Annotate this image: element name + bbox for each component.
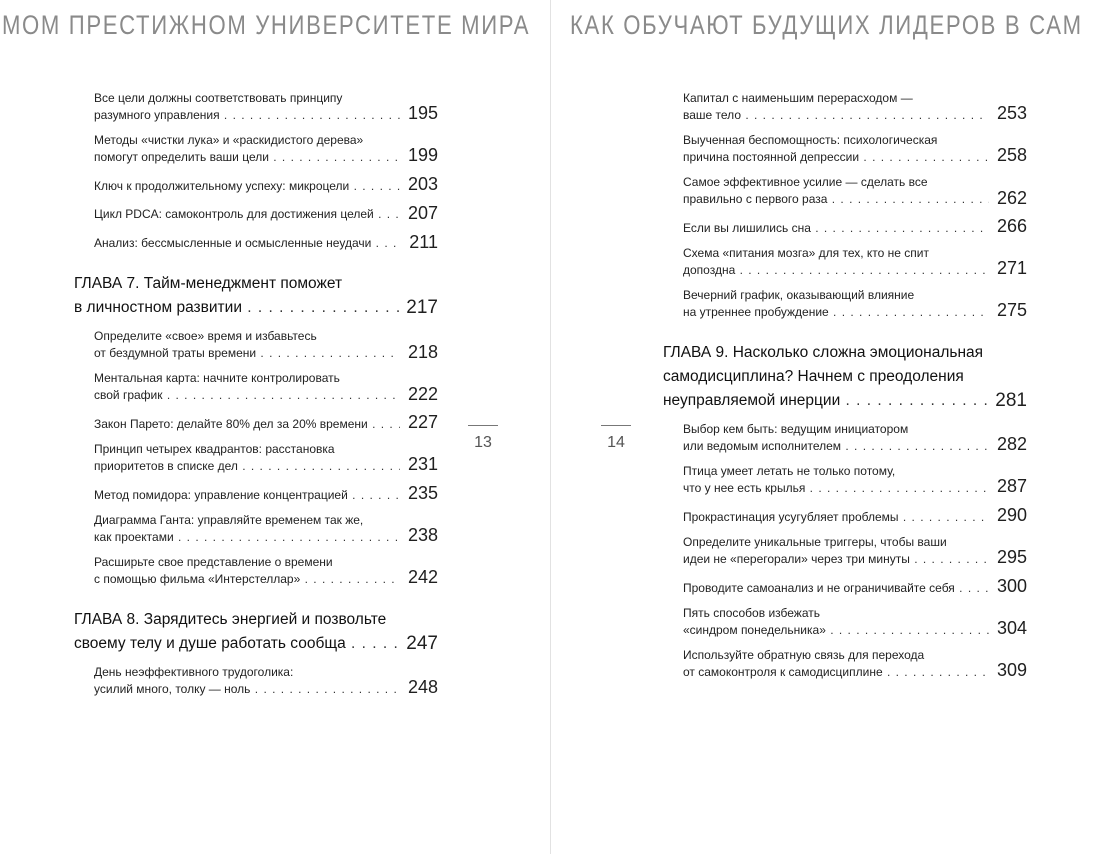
- toc-entry: [74, 174, 438, 195]
- toc-entry-text: Закон Парето: делайте 80% дел за 20% времени . . .: [94, 416, 400, 433]
- toc-entry: [74, 412, 438, 433]
- toc-entry-text: помогут определить ваши цели . . .: [94, 149, 400, 166]
- toc-page-number: 231: [407, 454, 438, 475]
- toc-entry-text: правильно с первого раза . . .: [683, 191, 989, 208]
- toc-chapter-title: неуправляемой инерции . . .: [663, 389, 989, 413]
- toc-page-number: 218: [407, 341, 438, 362]
- toc-entry: [74, 664, 438, 698]
- toc-entry: [663, 287, 1027, 321]
- toc-chapter-entry: [74, 608, 438, 656]
- toc-page-number: 300: [996, 575, 1027, 596]
- toc-entry-text: Ментальная карта: начните контролировать: [94, 371, 340, 386]
- toc-entry-text: как проектами . . .: [94, 529, 400, 546]
- toc-entry-text: Прокрастинация усугубляет проблемы . . .: [683, 509, 989, 526]
- toc-page-number: 199: [407, 145, 438, 166]
- toc-page-number: 238: [407, 525, 438, 546]
- running-head: МОМ ПРЕСТИЖНОМ УНИВЕРСИТЕТЕ МИРА: [1, 10, 530, 40]
- toc-entry-text: Выбор кем быть: ведущим инициатором: [683, 422, 909, 437]
- toc-entry: [74, 232, 438, 253]
- toc-entry: [663, 463, 1027, 497]
- toc-page-number: 271: [996, 258, 1027, 279]
- toc-page-number: 290: [996, 505, 1027, 526]
- toc-chapter-entry: [74, 272, 438, 320]
- toc-page-number: 258: [996, 145, 1027, 166]
- running-head: КАК ОБУЧАЮТ БУДУЩИХ ЛИДЕРОВ В САМ: [570, 10, 1083, 40]
- toc-chapter-title: ГЛАВА 8. Зарядитесь энергией и позвольте: [74, 610, 387, 628]
- toc-entry-text: Анализ: бессмысленные и осмысленные неудачи . . .: [94, 235, 400, 252]
- right-page: [551, 0, 1102, 854]
- toc-entry: [74, 512, 438, 546]
- toc-entry-text: «синдром понедельника» . . .: [683, 622, 989, 639]
- toc-page-number: 304: [996, 617, 1027, 638]
- toc-list: [663, 90, 1027, 689]
- toc-entry-text: Самое эффективное усилие — сделать все: [683, 175, 928, 190]
- toc-page-number: 295: [996, 547, 1027, 568]
- toc-entry-text: Принцип четырех квадрантов: расстановка: [94, 442, 335, 457]
- toc-entry-text: Метод помидора: управление концентрацией . . .: [94, 487, 400, 504]
- toc-entry: [74, 554, 438, 588]
- toc-entry-text: ваше тело . . .: [683, 107, 989, 124]
- toc-entry: [74, 203, 438, 224]
- toc-entry-text: Диаграмма Ганта: управляйте временем так же,: [94, 512, 364, 527]
- toc-entry-text: Проводите самоанализ и не ограничивайте себя . . .: [683, 580, 989, 597]
- toc-chapter-entry: [663, 341, 1027, 413]
- toc-entry: [74, 370, 438, 404]
- toc-entry-text: Пять способов избежать: [683, 605, 820, 620]
- toc-entry: [663, 90, 1027, 124]
- toc-entry: [663, 132, 1027, 166]
- toc-page-number: 217: [406, 297, 438, 319]
- toc-page-number: 281: [995, 390, 1027, 412]
- toc-page-number: 266: [996, 216, 1027, 237]
- toc-entry-text: Ключ к продолжительному успеху: микроцели . . .: [94, 178, 400, 195]
- toc-page-number: 253: [996, 103, 1027, 124]
- toc-entry-text: Выученная беспомощность: психологическая: [683, 133, 938, 148]
- toc-list: [74, 90, 438, 706]
- toc-entry: [663, 505, 1027, 526]
- toc-entry-text: разумного управления . . .: [94, 107, 400, 124]
- toc-chapter-title: в личностном развитии . . .: [74, 296, 400, 320]
- toc-entry-text: свой график . . .: [94, 387, 400, 404]
- toc-entry-text: что у нее есть крылья . . .: [683, 480, 989, 497]
- toc-page-number: 282: [996, 434, 1027, 455]
- page-number-folio: 13: [468, 425, 498, 452]
- toc-page-number: 309: [996, 660, 1027, 681]
- toc-entry-text: Цикл PDCA: самоконтроль для достижения целей . . .: [94, 206, 400, 223]
- toc-entry-text: День неэффективного трудоголика:: [94, 664, 294, 679]
- left-page: [0, 0, 550, 854]
- toc-entry: [74, 483, 438, 504]
- toc-entry: [74, 90, 438, 124]
- toc-page-number: 242: [407, 567, 438, 588]
- toc-page-number: 262: [996, 187, 1027, 208]
- toc-entry-text: приоритетов в списке дел . . .: [94, 458, 400, 475]
- toc-page-number: 227: [407, 412, 438, 433]
- toc-entry-text: идеи не «перегорали» через три минуты . . .: [683, 551, 989, 568]
- toc-entry-text: или ведомым исполнителем . . .: [683, 438, 989, 455]
- toc-entry: [663, 534, 1027, 568]
- toc-entry-text: Определите уникальные триггеры, чтобы ваши: [683, 534, 947, 549]
- toc-entry: [663, 576, 1027, 597]
- toc-entry: [74, 132, 438, 166]
- toc-entry-text: с помощью фильма «Интерстеллар» . . .: [94, 571, 400, 588]
- toc-page-number: 207: [407, 202, 438, 223]
- toc-page-number: 195: [407, 103, 438, 124]
- toc-entry: [74, 328, 438, 362]
- toc-chapter-title: ГЛАВА 7. Тайм-менеджмент поможет: [74, 275, 343, 293]
- toc-entry: [663, 421, 1027, 455]
- toc-entry-text: Определите «свое» время и избавьтесь: [94, 329, 317, 344]
- toc-entry-text: усилий много, толку — ноль . . .: [94, 681, 400, 698]
- toc-chapter-title: самодисциплина? Начнем с преодоления: [663, 368, 964, 386]
- toc-entry-text: Капитал с наименьшим перерасходом —: [683, 91, 913, 105]
- toc-page-number: 211: [409, 231, 438, 252]
- toc-entry: [663, 605, 1027, 639]
- toc-entry: [74, 441, 438, 475]
- toc-entry: [663, 647, 1027, 681]
- page-number-folio: 14: [601, 425, 631, 452]
- toc-chapter-title: ГЛАВА 9. Насколько сложна эмоциональная: [663, 344, 984, 361]
- toc-page-number: 203: [407, 174, 438, 195]
- toc-entry: [663, 245, 1027, 279]
- toc-entry-text: Все цели должны соответствовать принципу: [94, 91, 343, 105]
- toc-page-number: 275: [996, 300, 1027, 321]
- toc-page-number: 287: [996, 476, 1027, 497]
- toc-entry-text: Схема «питания мозга» для тех, кто не спит: [683, 245, 929, 260]
- toc-entry: [663, 174, 1027, 208]
- toc-page-number: 247: [406, 633, 438, 655]
- toc-entry-text: Вечерний график, оказывающий влияние: [683, 287, 915, 302]
- toc-entry-text: Используйте обратную связь для перехода: [683, 647, 925, 662]
- toc-entry-text: Если вы лишились сна . . .: [683, 220, 989, 237]
- toc-entry-text: от бездумной траты времени . . .: [94, 345, 400, 362]
- toc-page-number: 248: [407, 677, 438, 698]
- toc-chapter-title: своему телу и душе работать сообща . . .: [74, 632, 400, 656]
- toc-entry-text: Птица умеет летать не только потому,: [683, 464, 896, 479]
- toc-entry-text: на утреннее пробуждение . . .: [683, 304, 989, 321]
- toc-page-number: 222: [407, 383, 438, 404]
- toc-entry-text: Расширьте свое представление о времени: [94, 554, 333, 569]
- toc-page-number: 235: [407, 483, 438, 504]
- toc-entry-text: от самоконтроля к самодисциплине . . .: [683, 664, 989, 681]
- toc-entry-text: причина постоянной депрессии . . .: [683, 149, 989, 166]
- toc-entry-text: Методы «чистки лука» и «раскидистого дерева»: [94, 133, 364, 148]
- toc-entry-text: допоздна . . .: [683, 262, 989, 279]
- toc-entry: [663, 216, 1027, 237]
